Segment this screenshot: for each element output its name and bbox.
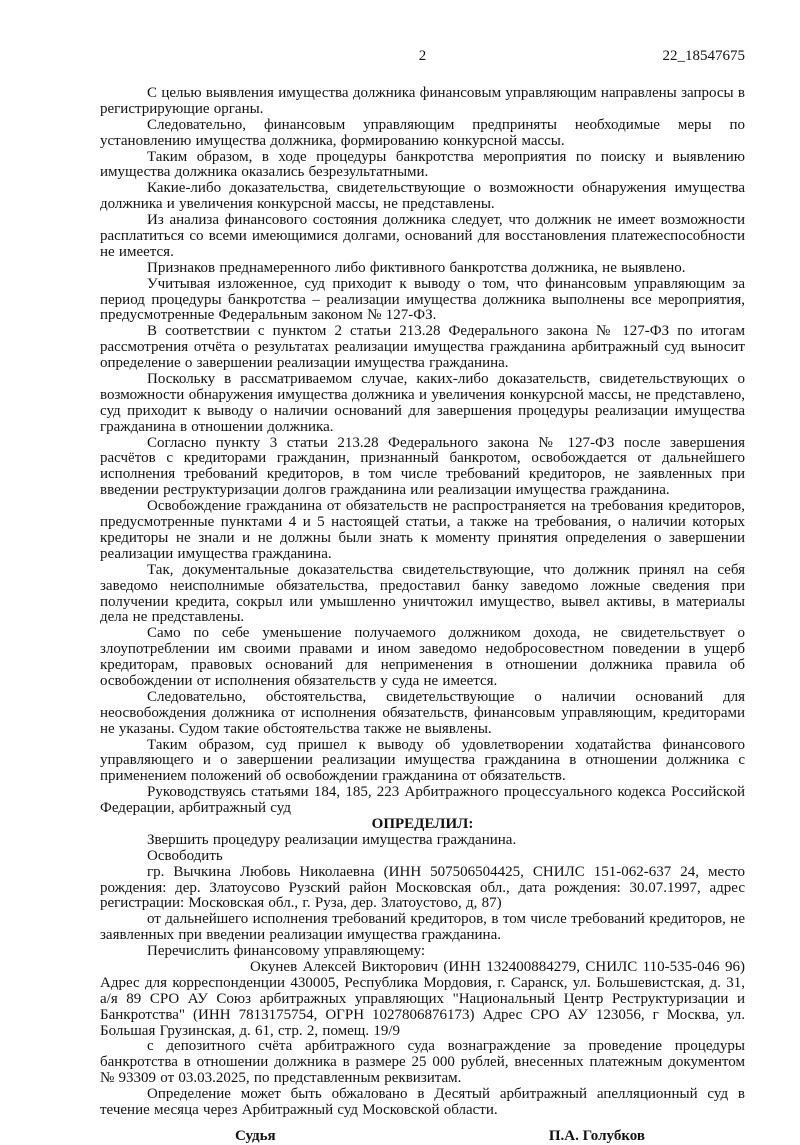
judge-name: П.А. Голубков (548, 1127, 645, 1144)
paragraph: Согласно пункту 3 статьи 213.28 Федерального закона № 127-ФЗ после завершения расчётов с кредиторами гражданин, признанный банкротом, освобождается от дальнейшего исполнения требований кредиторов, в том числе требований кредиторов, не заявленных при введении реструктуризации долгов гражданина или реализации имущества гражданина. (100, 434, 745, 499)
paragraph: Учитывая изложенное, суд приходит к выводу о том, что финансовым управляющим за период процедуры банкротства – реализации имущества должника выполнены все мероприятия, предусмотренные Федеральным законом № 127-ФЗ. (100, 275, 745, 324)
paragraph: В соответствии с пунктом 2 статьи 213.28 Федерального закона № 127-ФЗ по итогам рассмотрения отчёта о результатах реализации имущества гражданина арбитражный суд выносит определение о завершении реализации имущества гражданина. (100, 323, 745, 372)
paragraph: Само по себе уменьшение получаемого должником дохода, не свидетельствует о злоупотреблении им своими правами и ином заведомо недобросовестном поведении в ущерб кредиторам, правовых оснований для неприменения в отношении должника правила об освобождении от исполнения обязательств у суда не имеется. (100, 625, 745, 689)
paragraph: Определение может быть обжаловано в Десятый арбитражный апелляционный суд в течение месяца через Арбитражный суд Московской области. (100, 1086, 745, 1118)
paragraph: Звершить процедуру реализации имущества гражданина. (147, 831, 517, 848)
paragraph: С целью выявления имущества должника финансовым управляющим направлены запросы в регистрирующие органы. (100, 85, 745, 117)
paragraph: с депозитного счёта арбитражного суда вознаграждение за проведение процедуры банкротства в отношении должника в размере 25 000 рублей, внесенных платежным документом № 93309 от 03.03.2025, по представленным реквизитам. (100, 1038, 745, 1087)
paragraph: гр. Вычкина Любовь Николаевна (ИНН 507506504425, СНИЛС 151-062-637 24, место рождения: дер. Златоусово Рузский район Московская обл., дата рождения: 30.07.1997, адрес регистрации: Московская обл., г. Руза, дер. Златоустово, д, 87) (100, 863, 745, 912)
resolution-heading: ОПРЕДЕЛИЛ: (371, 815, 474, 832)
paragraph: Признаков преднамеренного либо фиктивного банкротства должника, не выявлено. (147, 259, 686, 276)
signature-row (100, 1128, 745, 1145)
document-body (100, 86, 745, 1119)
judge-label: Судья (235, 1127, 276, 1144)
paragraph: от дальнейшего исполнения требований кредиторов, в том числе требований кредиторов, не заявленных при введении реализации имущества гражданина. (100, 911, 745, 944)
paragraph: Следовательно, финансовым управляющим предприняты необходимые меры по установлению имущества должника, формированию конкурсной массы. (100, 116, 745, 149)
page-header (100, 48, 745, 66)
paragraph: Освободить (147, 847, 223, 864)
page-number: 2 (418, 48, 427, 64)
paragraph: Какие-либо доказательства, свидетельствующие о возможности обнаружения имущества должника и увеличения конкурсной массы, не представлены. (100, 180, 745, 213)
paragraph: Следовательно, обстоятельства, свидетельствующие о наличии оснований для неосвобождения должника от исполнения обязательств, финансовым управляющим, кредиторами не указаны. Судом такие обстоятельства также не выявлены. (100, 688, 745, 737)
case-number: 22_18547675 (662, 48, 745, 64)
paragraph: Поскольку в рассматриваемом случае, каких-либо доказательств, свидетельствующих о возможности обнаружения имущества должника и увеличения конкурсной массы, не представлено, суд приходит к выводу о наличии оснований для завершения процедуры реализации имущества гражданина в отношении должника. (100, 371, 745, 435)
paragraph: Освобождение гражданина от обязательств не распространяется на требования кредиторов, предусмотренные пунктами 4 и 5 настоящей статьи, а также на требования, о наличии которых кредиторы не знали и не должны были знать к моменту принятия определения о завершении реализации имущества гражданина. (100, 498, 745, 562)
paragraph: Так, документальные доказательства свидетельствующие, что должник принял на себя заведомо неисполнимые обязательства, предоставил банку заведомо ложные сведения при получении кредита, сокрыл или умышленно уничтожил имущество, вывел активы, в материалы дела не представлены. (100, 561, 745, 626)
paragraph: Таким образом, суд пришел к выводу об удовлетворении ходатайства финансового управляющего и о завершении реализации имущества гражданина в отношении должника с применением положений об освобождении гражданина от обязательств. (100, 736, 745, 785)
paragraph: Таким образом, в ходе процедуры банкротства мероприятия по поиску и выявлению имущества должника оказались безрезультатными. (100, 148, 745, 181)
paragraph: Руководствуясь статьями 184, 185, 223 Арбитражного процессуального кодекса Российской Федерации, арбитражный суд (100, 784, 745, 817)
paragraph: Из анализа финансового состояния должника следует, что должник не имеет возможности расплатиться со всеми имеющимися долгами, оснований для восстановления платежеспособности не имеется. (100, 212, 745, 260)
paragraph: Окунев Алексей Викторович (ИНН 132400884279, СНИЛС 110-535-046 96) Адрес для корреспонденции 430005, Республика Мордовия, г. Саранск, ул. Большевистская, д. 31, а/я 89 СРО АУ Союз арбитражных управляющих "Национальный Центр Реструктуризации и Банкротства" (ИНН 7813175754, ОГРН 1027806876173) Адрес СРО АУ 123056, г Москва, ул. Большая Грузинская, д. 61, стр. 2, помещ. 19/9 (100, 958, 745, 1039)
paragraph: Перечислить финансовому управляющему: (147, 943, 426, 960)
